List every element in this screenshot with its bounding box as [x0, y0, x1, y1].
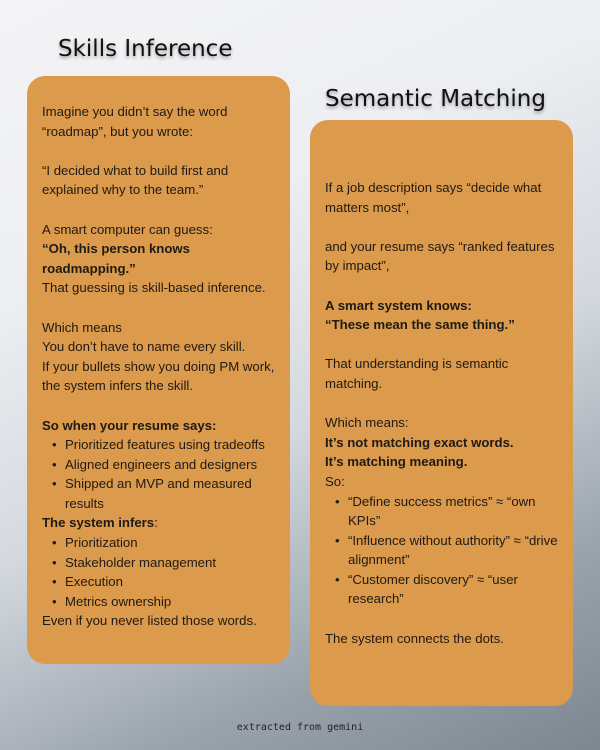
guess-intro: A smart computer can guess:: [42, 221, 213, 237]
skills-inference-title: Skills Inference: [58, 36, 233, 62]
list-item: • Metrics ownership: [42, 592, 278, 612]
closing-line: The system connects the dots.: [325, 630, 504, 646]
semantic-matching-card: [310, 120, 573, 706]
so-label: So:: [325, 473, 345, 489]
which-means-label: Which means:: [325, 415, 409, 431]
list-item: • Stakeholder management: [42, 553, 278, 573]
not-exact-words: It’s not matching exact words.: [325, 434, 514, 450]
closing-line: Even if you never listed those words.: [42, 613, 257, 629]
list-item: • Shipped an MVP and measured results: [42, 474, 278, 513]
system-infers-colon: :: [154, 515, 158, 531]
list-item: • Aligned engineers and designers: [42, 455, 278, 475]
skills-inference-card: [27, 76, 290, 664]
intro-text: Imagine you didn’t say the word “roadmap”, but you wrote:: [42, 104, 228, 139]
resume-bullet-list: [42, 435, 278, 513]
resume-line: and your resume says “ranked features by impact”,: [325, 238, 555, 274]
understanding-line: That understanding is semantic matching.: [325, 356, 509, 391]
system-infers-heading: [42, 513, 278, 533]
list-item: • Prioritized features using tradeoffs: [42, 435, 278, 455]
job-description-line: If a job description says “decide what matters most”,: [325, 180, 542, 215]
guess-conclusion: That guessing is skill-based inference.: [42, 280, 266, 296]
resume-says-label: So when your resume says:: [42, 417, 217, 433]
which-means-label: Which means: [42, 319, 122, 335]
matching-meaning: It’s matching meaning.: [325, 454, 468, 470]
guess-quote: “Oh, this person knows roadmapping.”: [42, 241, 191, 276]
list-item: • “Influence without authority” ≈ “drive alignment”: [325, 531, 561, 570]
example-quote: “I decided what to build first and explained why to the team.”: [42, 162, 229, 198]
semantic-matching-title: Semantic Matching: [325, 86, 546, 112]
list-item: • Execution: [42, 572, 278, 592]
which-means-line-2: If your bullets show you doing PM work, the system infers the skill.: [42, 358, 275, 394]
inferred-skills-list: [42, 533, 278, 611]
list-item: • Prioritization: [42, 533, 278, 553]
list-item: • “Customer discovery” ≈ “user research”: [325, 570, 561, 609]
footer-credit: extracted from gemini: [236, 722, 364, 733]
system-infers-label: The system infers: [42, 515, 155, 531]
system-knows: A smart system knows:: [325, 297, 472, 313]
list-item: • “Define success metrics” ≈ “own KPIs”: [325, 492, 561, 531]
matching-examples-list: [325, 492, 561, 610]
which-means-line-1: You don’t have to name every skill.: [42, 339, 246, 355]
same-thing-quote: “These mean the same thing.”: [325, 317, 515, 333]
